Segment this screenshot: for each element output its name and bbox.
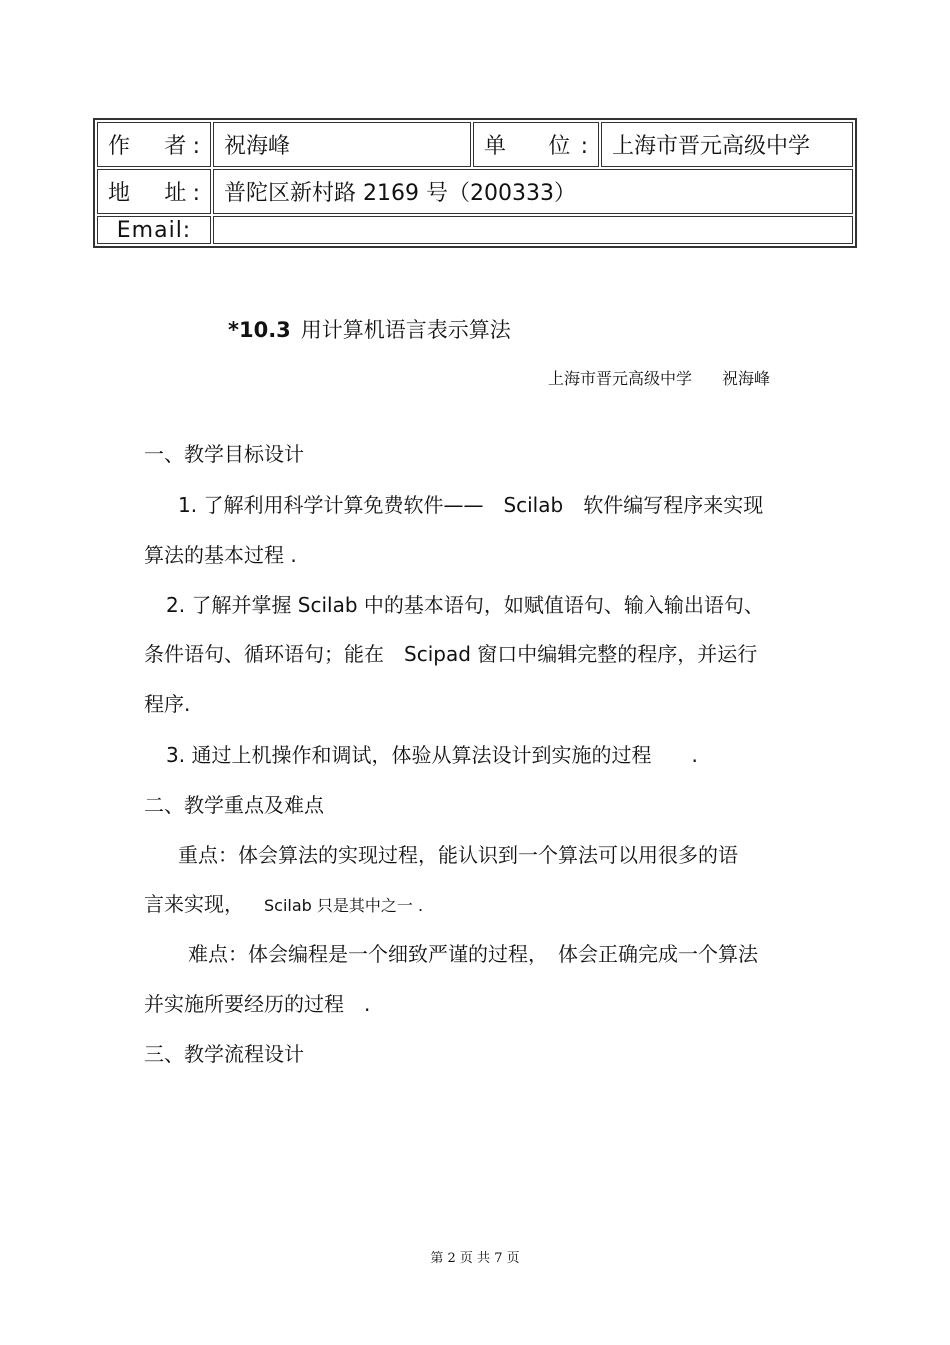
goal-1-line-2: 算法的基本过程 . (144, 543, 297, 567)
unit-value: 上海市晋元高级中学 (601, 122, 853, 167)
goal-3-line-1: 3. 通过上机操作和调试，体验从算法设计到实施的过程 . (166, 743, 698, 767)
goal-2-line-1: 2. 了解并掌握 Scilab 中的基本语句，如赋值语句、输入输出语句、 (166, 593, 764, 617)
email-label: Email: (97, 216, 211, 244)
goal-2-line-3: 程序. (144, 692, 191, 716)
key-point-line-2 (144, 888, 423, 917)
difficulty-line-1: 难点：体会编程是一个细致严谨的过程， 体会正确完成一个算法 (188, 942, 758, 966)
author-label: 作 者: (97, 122, 211, 167)
lesson-title (228, 314, 511, 344)
section-heading-goals: 一、教学目标设计 (144, 442, 304, 466)
author-info-table (93, 118, 857, 248)
lesson-number: *10.3 (228, 318, 291, 342)
address-value: 普陀区新村路 2169 号（200333） (213, 169, 853, 214)
byline-school: 上海市晋元高级中学 (548, 369, 693, 388)
author-value: 祝海峰 (213, 122, 471, 167)
goal-2-line-2: 条件语句、循环语句；能在 Scipad 窗口中编辑完整的程序，并运行 (144, 642, 758, 666)
key-point-line-2-start: 言来实现， (144, 892, 244, 916)
address-label: 地 址: (97, 169, 211, 214)
email-value (213, 216, 853, 244)
byline (548, 366, 770, 389)
table-row (97, 216, 853, 244)
page-number: 第 2 页 共 7 页 (430, 1251, 520, 1266)
key-point-line-2-end: Scilab 只是其中之一 . (264, 896, 424, 915)
unit-label: 单 位: (473, 122, 599, 167)
section-heading-flow: 三、教学流程设计 (144, 1042, 304, 1066)
lesson-title-text: 用计算机语言表示算法 (300, 318, 511, 342)
key-point-line-1: 重点：体会算法的实现过程，能认识到一个算法可以用很多的语 (178, 843, 738, 867)
goal-1-line-1: 1. 了解利用科学计算免费软件—— Scilab 软件编写程序来实现 (178, 493, 764, 517)
table-row (97, 122, 853, 167)
difficulty-line-2: 并实施所要经历的过程 . (144, 992, 371, 1016)
byline-author: 祝海峰 (722, 369, 771, 388)
table-row (97, 169, 853, 214)
section-heading-key-points: 二、教学重点及难点 (144, 793, 324, 817)
